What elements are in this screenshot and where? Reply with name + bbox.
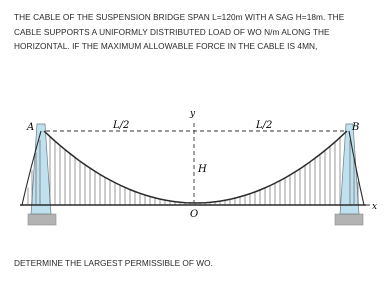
label-sag: H — [198, 164, 207, 175]
right-foundation — [335, 214, 363, 225]
problem-line: CABLE SUPPORTS A UNIFORMLY DISTRIBUTED LOAD OF WO N/m ALONG THE — [14, 26, 330, 37]
left-tower — [31, 124, 51, 214]
left-foundation — [28, 214, 56, 225]
label-half-span-left: L/2 — [113, 120, 130, 131]
label-origin: O — [190, 209, 199, 220]
problem-line: HORIZONTAL. IF THE MAXIMUM ALLOWABLE FORCE IN THE CABLE IS 4MN, — [14, 41, 318, 52]
label-half-span-right: L/2 — [256, 120, 273, 131]
label-axis-x: x — [372, 202, 378, 212]
hangers — [24, 137, 362, 205]
question-text: DETERMINE THE LARGEST PERMISSIBLE OF WO. — [14, 258, 213, 268]
label-b: B — [352, 122, 360, 133]
label-a: A — [27, 122, 35, 133]
label-axis-y: y — [190, 109, 196, 119]
main-cable — [44, 131, 347, 203]
problem-line: THE CABLE OF THE SUSPENSION BRIDGE SPAN L=120m WITH A SAG H=18m. THE — [14, 12, 345, 22]
